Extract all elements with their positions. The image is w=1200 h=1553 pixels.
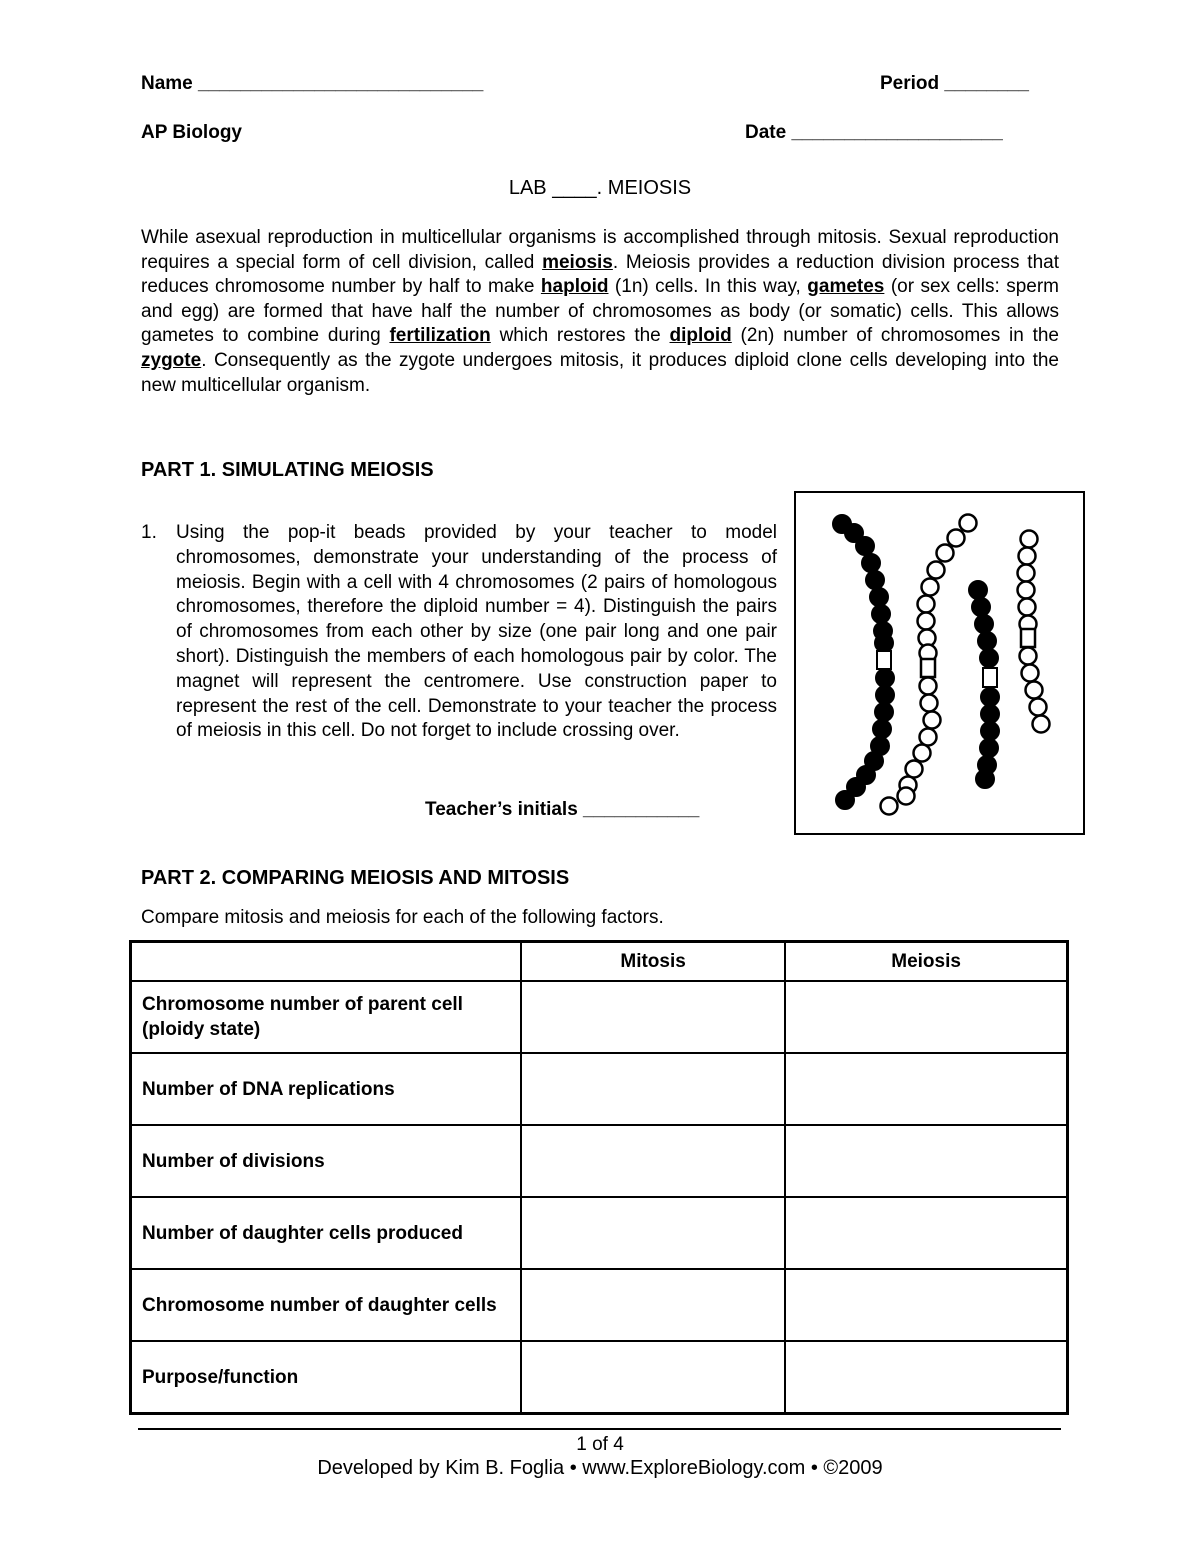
- term-diploid: diploid: [669, 325, 732, 347]
- mitosis-answer-cell[interactable]: [521, 1197, 785, 1269]
- intro-text: (or sex cells: sperm and egg) are formed that have half the number of chromosomes as body (or somatic) cells. This allows gametes to combine during: [141, 276, 1059, 347]
- chromosome-beads-figure: [794, 491, 1085, 835]
- bead-chromosomes-illustration: [796, 493, 1083, 833]
- short-chromosome-black: [969, 581, 999, 788]
- table-row: [131, 1197, 1068, 1269]
- short-chromosome-white: [1018, 531, 1050, 733]
- term-zygote: zygote: [141, 349, 202, 371]
- intro-text: While asexual reproduction in multicellular organisms is accomplished through mitosis. Sexual reproduction requires a special form of cell division, called: [141, 227, 1059, 273]
- row-label: Number of divisions: [131, 1125, 522, 1197]
- period-field-label: Period ________: [880, 73, 1029, 94]
- header-blank: [131, 942, 522, 982]
- meiosis-answer-cell[interactable]: [785, 1197, 1067, 1269]
- table-row: [131, 1125, 1068, 1197]
- intro-text: (1n) cells. In this way,: [608, 276, 808, 298]
- table-row: [131, 1053, 1068, 1125]
- mitosis-answer-cell[interactable]: [521, 981, 785, 1053]
- row-label: Purpose/function: [131, 1341, 522, 1414]
- table-header-row: [131, 942, 1068, 982]
- intro-text: . Consequently as the zygote undergoes mitosis, it produces diploid clone cells developing into the new multicellular organism.: [141, 349, 1059, 396]
- intro-text: . Meiosis provides a reduction division process that reduces chromosome number by half to make: [141, 251, 1059, 298]
- header-meiosis: Meiosis: [785, 942, 1067, 982]
- course-label: AP Biology: [141, 122, 242, 143]
- mitosis-answer-cell[interactable]: [521, 1269, 785, 1341]
- part2-intro: Compare mitosis and meiosis for each of the following factors.: [141, 907, 664, 928]
- meiosis-answer-cell[interactable]: [785, 1053, 1067, 1125]
- term-meiosis: meiosis: [542, 251, 613, 273]
- mitosis-answer-cell[interactable]: [521, 1053, 785, 1125]
- term-haploid: haploid: [540, 276, 609, 298]
- part2-heading: PART 2. COMPARING MEIOSIS AND MITOSIS: [141, 867, 570, 889]
- intro-paragraph: [141, 226, 1059, 398]
- term-fertilization: fertilization: [389, 325, 491, 347]
- long-chromosome-white: [881, 515, 977, 815]
- part1-heading: PART 1. SIMULATING MEIOSIS: [141, 459, 434, 481]
- meiosis-answer-cell[interactable]: [785, 1125, 1067, 1197]
- footer-divider: [138, 1428, 1061, 1430]
- part1-step: [141, 521, 777, 744]
- lab-title: LAB ____. MEIOSIS: [508, 177, 692, 199]
- step-number: 1.: [141, 522, 157, 543]
- developer-credit: Developed by Kim B. Foglia • www.ExploreBiology.com • ©2009: [317, 1457, 883, 1479]
- intro-text: (2n) number of chromosomes in the: [731, 325, 1059, 347]
- row-label: Chromosome number of parent cell (ploidy state): [131, 981, 522, 1053]
- row-label: Chromosome number of daughter cells: [131, 1269, 522, 1341]
- step-text: Using the pop-it beads provided by your teacher to model chromosomes, demonstrate your understanding of the process of meiosis. Begin with a cell with 4 chromosomes (2 pairs of homologous chromosomes, therefore the diploid number = 4). Distinguish the pairs of chromosomes from each other by size (one pair long and one pair short). Distinguish the members of each homologous pair by color. The magnet will represent the centromere. Use construction paper to represent the rest of the cell. Demonstrate to your teacher the process of meiosis in this cell. Do not forget to include crossing over.: [176, 522, 777, 742]
- intro-text: which restores the: [490, 325, 670, 347]
- mitosis-answer-cell[interactable]: [521, 1125, 785, 1197]
- meiosis-answer-cell[interactable]: [785, 1269, 1067, 1341]
- meiosis-answer-cell[interactable]: [785, 981, 1067, 1053]
- meiosis-answer-cell[interactable]: [785, 1341, 1067, 1414]
- name-field-label: Name ___________________________: [141, 73, 484, 94]
- page-number: 1 of 4: [576, 1434, 624, 1455]
- row-label: Number of daughter cells produced: [131, 1197, 522, 1269]
- comparison-table: [129, 940, 1069, 1415]
- row-label: Number of DNA replications: [131, 1053, 522, 1125]
- mitosis-answer-cell[interactable]: [521, 1341, 785, 1414]
- table-row: [131, 1269, 1068, 1341]
- term-gametes: gametes: [807, 276, 885, 298]
- table-row: [131, 981, 1068, 1053]
- teacher-initials-label: Teacher’s initials ___________: [425, 799, 700, 820]
- table-row: [131, 1341, 1068, 1414]
- header-mitosis: Mitosis: [521, 942, 785, 982]
- date-field-label: Date ____________________: [745, 122, 1003, 143]
- long-chromosome-black: [833, 515, 894, 809]
